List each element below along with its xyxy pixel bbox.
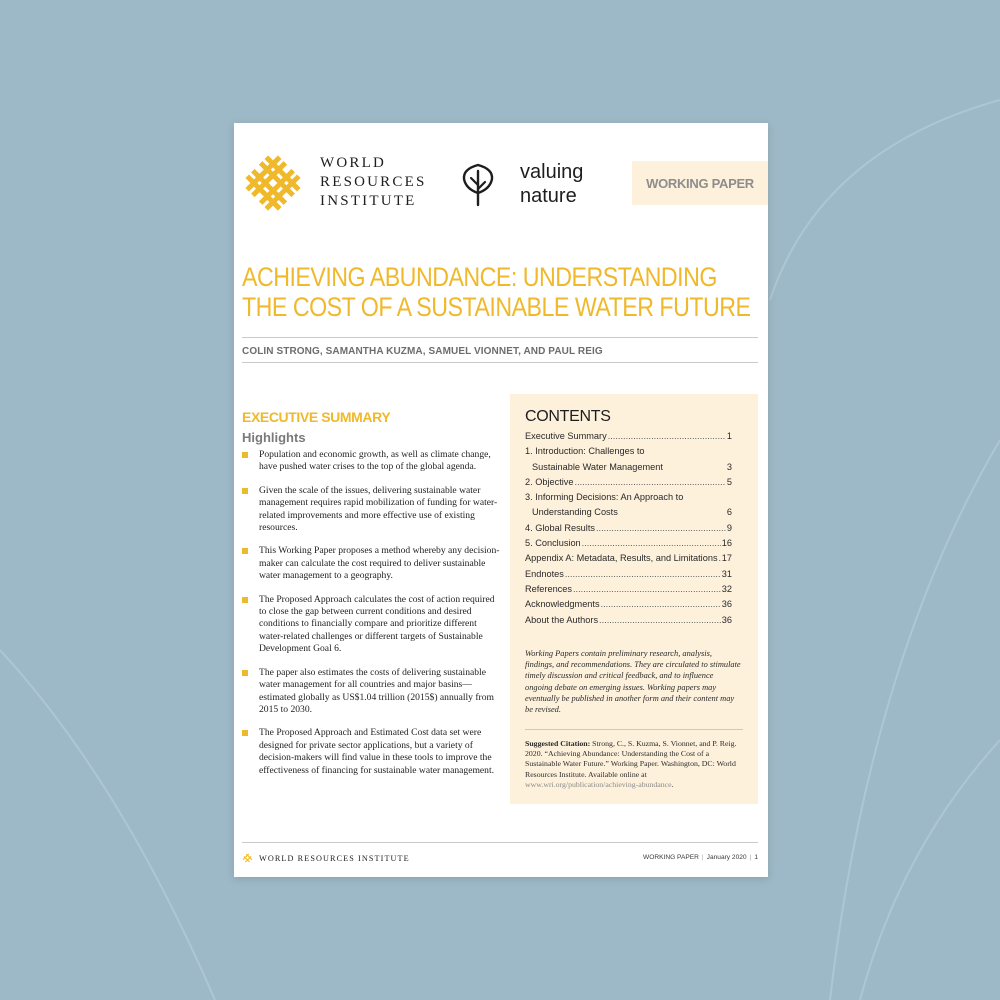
highlight-text: The Proposed Approach calculates the cost of action required to close the gap between current conditions and desired conditions to financially compare and prioritize different water-related challenges or different targets of Sustainable Development Goal 6. bbox=[259, 593, 495, 655]
citation-link[interactable]: www.wri.org/publication/achieving-abundance bbox=[525, 779, 672, 789]
wri-woven-knot-icon bbox=[242, 152, 304, 214]
toc-label: 2. Objective bbox=[525, 476, 574, 487]
toc-entry-continuation[interactable] bbox=[525, 505, 732, 520]
toc-page: 17 bbox=[721, 553, 732, 564]
toc-entry[interactable] bbox=[525, 597, 732, 612]
toc-label: Acknowledgments bbox=[525, 599, 600, 610]
bullet-square-icon bbox=[242, 488, 248, 494]
contents-title: CONTENTS bbox=[525, 408, 611, 425]
toc-page: 31 bbox=[721, 568, 732, 579]
title-divider bbox=[242, 337, 758, 338]
wri-wordmark bbox=[320, 154, 427, 211]
highlight-text: Given the scale of the issues, delivering sustainable water management requires rapid mobilization of funding for water-related improvements and more effective use of existing resources. bbox=[259, 484, 498, 534]
toc-entry[interactable] bbox=[525, 429, 732, 444]
executive-summary-heading: EXECUTIVE SUMMARY bbox=[242, 409, 391, 425]
toc-page: 32 bbox=[721, 583, 732, 594]
highlight-item bbox=[242, 594, 502, 656]
toc-entry-continuation[interactable] bbox=[525, 460, 732, 475]
toc-leader bbox=[573, 582, 721, 597]
highlight-item bbox=[242, 485, 502, 535]
highlight-item bbox=[242, 727, 502, 777]
toc-leader bbox=[582, 536, 721, 551]
bullet-square-icon bbox=[242, 730, 248, 736]
toc-page: 1 bbox=[726, 431, 732, 441]
toc-label: 4. Global Results bbox=[525, 522, 595, 533]
toc-leader bbox=[565, 567, 721, 582]
toc-page: 36 bbox=[721, 599, 732, 610]
toc-entry[interactable] bbox=[525, 475, 732, 490]
citation-end: . bbox=[671, 779, 674, 789]
toc-leader bbox=[601, 597, 721, 612]
footer-org-name: WORLD RESOURCES INSTITUTE bbox=[259, 854, 410, 863]
highlight-text: The Proposed Approach and Estimated Cost data set were designed for private sector applications, but a variety of decision-makers will find value in these tools to improve the effectiveness of financing for sustainable water management. bbox=[259, 727, 495, 776]
highlights-heading: Highlights bbox=[242, 430, 306, 445]
highlight-item bbox=[242, 545, 502, 582]
toc-label: References bbox=[525, 583, 572, 594]
footer-meta bbox=[643, 854, 758, 861]
toc-label: Appendix A: Metadata, Results, and Limitations bbox=[525, 553, 718, 564]
toc-leader bbox=[719, 551, 721, 566]
document-page bbox=[234, 123, 768, 877]
toc-label: Executive Summary bbox=[525, 431, 607, 441]
valuing-nature-line-1: valuing bbox=[520, 161, 584, 183]
toc-page: 16 bbox=[721, 538, 732, 549]
footer-series: WORKING PAPER bbox=[642, 854, 699, 861]
toc-entry[interactable] bbox=[525, 536, 732, 551]
toc-leader bbox=[596, 521, 726, 536]
citation-body: Strong, C., S. Kuzma, S. Vionnet, and P. Reig. 2020. “Achieving Abundance: Understanding the Cost of a Sustainable Water Future.” Working Paper. Washington, DC: World Resources Institute. Available online at bbox=[525, 739, 737, 779]
bullet-square-icon bbox=[242, 670, 248, 676]
toc-entry[interactable] bbox=[525, 582, 732, 597]
toc-entry[interactable] bbox=[525, 551, 732, 566]
valuing-nature-wordmark bbox=[520, 160, 583, 208]
bullet-square-icon bbox=[242, 548, 248, 554]
authors-line: COLIN STRONG, SAMANTHA KUZMA, SAMUEL VIONNET, AND PAUL REIG bbox=[242, 346, 603, 357]
toc-leader bbox=[575, 475, 726, 490]
toc-page: 5 bbox=[726, 476, 732, 487]
toc-entry[interactable] bbox=[525, 490, 732, 505]
suggested-citation bbox=[525, 739, 739, 790]
footer-separator: | bbox=[749, 854, 752, 861]
contents-divider bbox=[525, 729, 743, 730]
highlights-list bbox=[242, 449, 502, 788]
authors-divider bbox=[242, 362, 758, 363]
toc-entry[interactable] bbox=[525, 521, 732, 536]
highlight-item bbox=[242, 449, 502, 474]
highlight-text: The paper also estimates the costs of delivering sustainable water management for all countries and major basins—estimated globally as US$1.04 trillion (2015$) annually from 2015 to 2030. bbox=[259, 666, 495, 715]
footer-separator: | bbox=[701, 854, 704, 861]
bullet-square-icon bbox=[242, 452, 248, 458]
toc-page: 9 bbox=[726, 522, 732, 533]
working-paper-note: Working Papers contain preliminary research, analysis, findings, and recommendations. They are circulated to stimulate timely discussion and critical feedback, and to influence ongoing debate on emerging issues. Working papers may eventually be published in another form and their content may be revised. bbox=[525, 649, 741, 715]
highlight-item bbox=[242, 667, 502, 717]
toc-entry[interactable] bbox=[525, 444, 732, 459]
toc-leader bbox=[599, 613, 721, 628]
toc-label: 5. Conclusion bbox=[525, 538, 581, 549]
toc-page: 36 bbox=[721, 614, 732, 625]
toc-label: 1. Introduction: Challenges to bbox=[525, 446, 645, 457]
footer-page-number: 1 bbox=[754, 854, 758, 861]
toc-label: 3. Informing Decisions: An Approach to bbox=[525, 492, 684, 503]
toc-label: Endnotes bbox=[525, 568, 564, 579]
highlight-text: Population and economic growth, as well as climate change, have pushed water crises to the top of the global agenda. bbox=[259, 449, 491, 473]
wri-name-line-2: RESOURCES bbox=[320, 174, 427, 190]
toc-leader bbox=[608, 429, 726, 444]
toc-page: 6 bbox=[726, 507, 732, 518]
footer-date: January 2020 bbox=[706, 854, 747, 861]
tree-icon bbox=[460, 163, 496, 207]
toc-page: 3 bbox=[726, 461, 732, 472]
toc-label-continuation: Sustainable Water Management bbox=[532, 461, 663, 472]
footer-divider bbox=[242, 842, 758, 843]
valuing-nature-line-2: nature bbox=[520, 185, 577, 207]
wri-woven-knot-icon bbox=[242, 853, 253, 864]
wri-name-line-3: INSTITUTE bbox=[320, 193, 417, 209]
table-of-contents[interactable] bbox=[525, 429, 732, 628]
wri-name-line-1: WORLD bbox=[320, 155, 386, 171]
citation-lead: Suggested Citation: bbox=[525, 739, 591, 748]
working-paper-badge: WORKING PAPER bbox=[632, 161, 768, 205]
highlight-text: This Working Paper proposes a method whereby any decision-maker can calculate the cost required to deliver sustainable water management to a geography. bbox=[259, 545, 500, 582]
toc-label-continuation: Understanding Costs bbox=[532, 507, 618, 518]
bullet-square-icon bbox=[242, 597, 248, 603]
contents-box bbox=[510, 394, 758, 804]
toc-label: About the Authors bbox=[525, 614, 599, 625]
toc-entry[interactable] bbox=[525, 567, 732, 582]
toc-entry[interactable] bbox=[525, 613, 732, 628]
document-title: ACHIEVING ABUNDANCE: UNDERSTANDING THE COST OF A SUSTAINABLE WATER FUTURE bbox=[242, 262, 751, 322]
